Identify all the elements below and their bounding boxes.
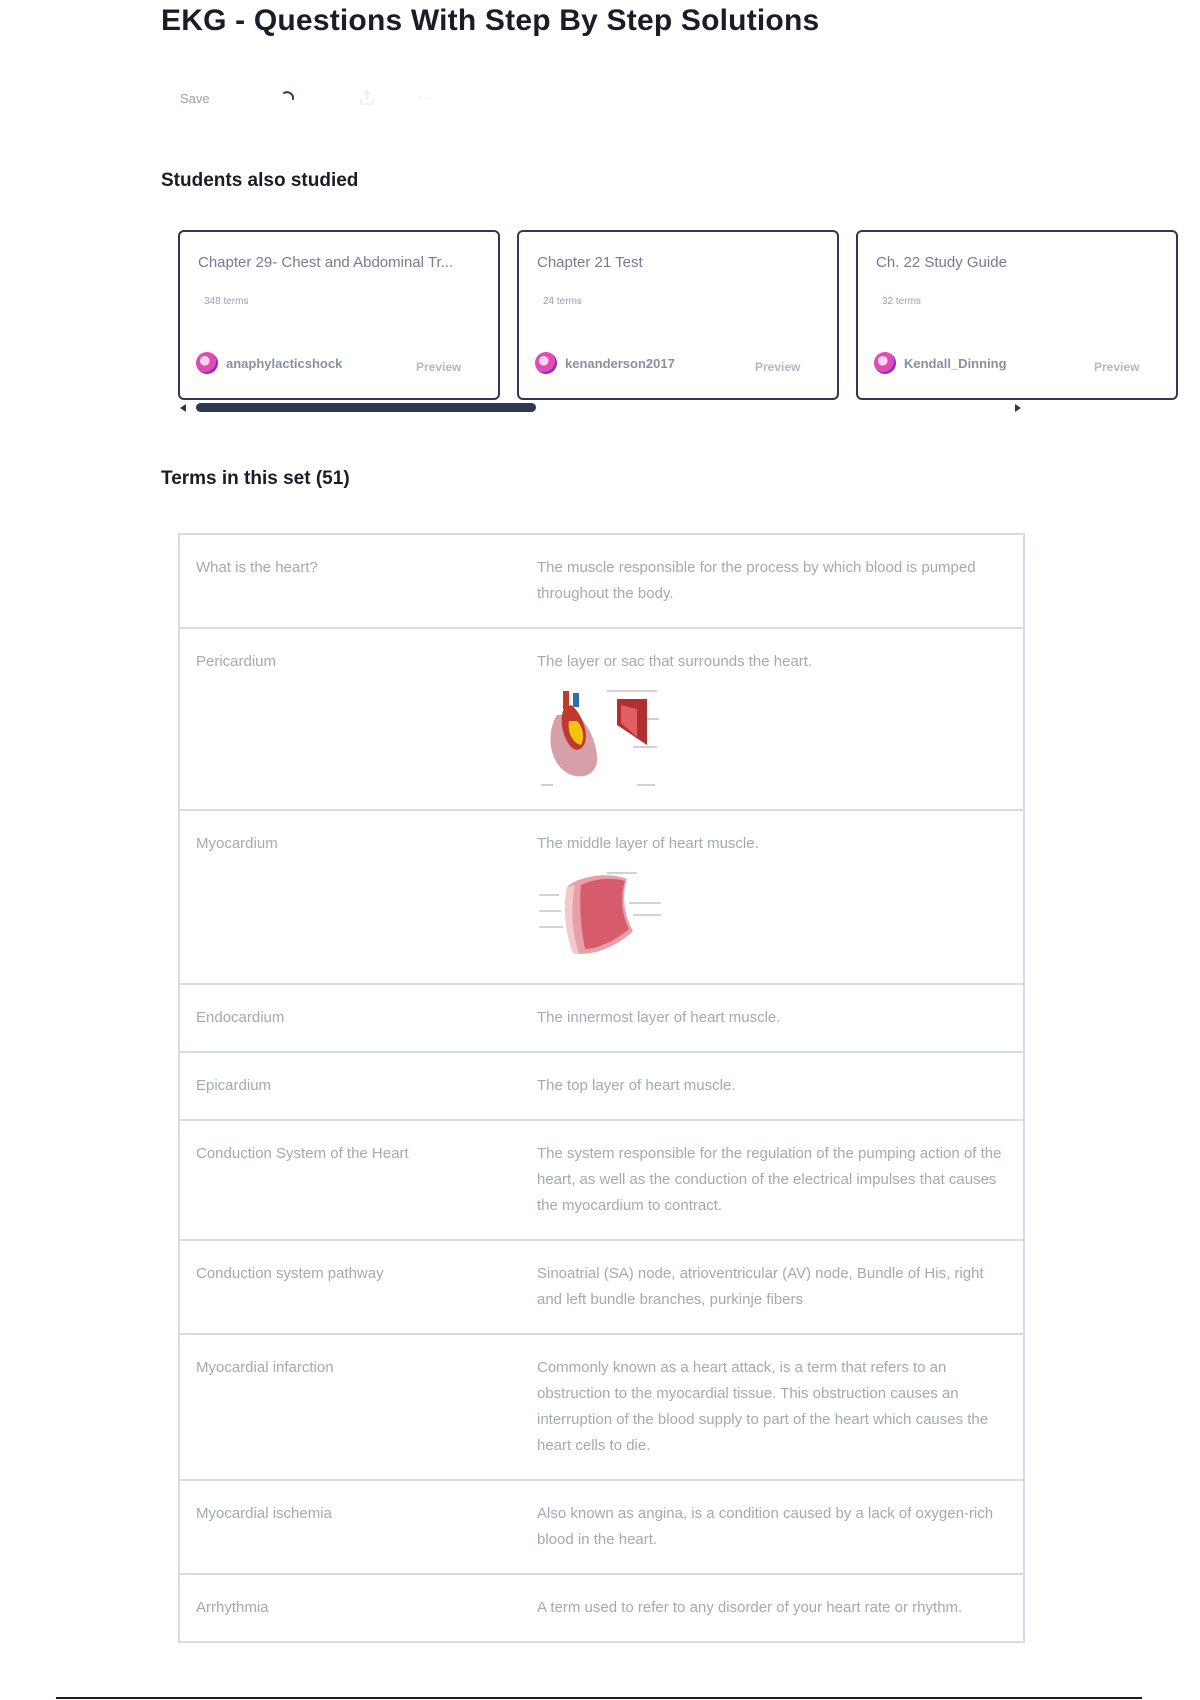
scroll-left-arrow-icon[interactable]: [180, 404, 186, 412]
term-definition: [537, 1335, 1023, 1479]
card-title: Chapter 29- Chest and Abdominal Tr...: [198, 254, 454, 271]
term-definition: [537, 1575, 1023, 1641]
table-row: [180, 985, 1023, 1053]
term-definition: [537, 1053, 1023, 1119]
term-definition: [537, 1121, 1023, 1239]
term-word: Myocardium: [196, 835, 278, 852]
table-row: [180, 1481, 1023, 1575]
page-divider: [56, 1697, 1142, 1699]
scrollbar-thumb[interactable]: [196, 403, 536, 412]
term-definition: [537, 811, 1023, 983]
card-username: kenanderson2017: [565, 355, 675, 371]
card-term-count: 32 terms: [882, 296, 921, 307]
study-set-carousel: [178, 230, 1140, 402]
scroll-right-arrow-icon[interactable]: [1015, 404, 1021, 412]
term-word: Pericardium: [196, 653, 277, 670]
avatar: [535, 352, 557, 374]
save-label: Save: [180, 90, 210, 106]
term-definition: [537, 535, 1023, 627]
loading-spinner-icon: [280, 89, 298, 107]
avatar: [874, 352, 896, 374]
definition-text: The middle layer of heart muscle.: [537, 835, 759, 852]
card-term-count: 348 terms: [204, 296, 249, 307]
share-icon: [358, 89, 376, 107]
term-word: Conduction System of the Heart: [196, 1145, 409, 1162]
term-word: Conduction system pathway: [196, 1265, 384, 1282]
card-term-count: 24 terms: [543, 296, 582, 307]
toolbar: [180, 84, 474, 112]
avatar: [196, 352, 218, 374]
preview-button[interactable]: Preview: [755, 360, 801, 374]
page-title: EKG - Questions With Step By Step Solutions: [161, 4, 820, 37]
term-definition: [537, 1241, 1023, 1333]
definition-text: The muscle responsible for the process by which blood is pumped throughout the body.: [537, 559, 976, 602]
term-word: Myocardial infarction: [196, 1359, 334, 1376]
term-definition: [537, 1481, 1023, 1573]
table-row: [180, 1335, 1023, 1481]
card-author: [535, 352, 675, 374]
definition-text: Commonly known as a heart attack, is a term that refers to an obstruction to the myocardial tissue. This obstruction causes an interruption of the blood supply to part of the heart which causes the heart cells to die.: [537, 1359, 989, 1454]
carousel-scrollbar[interactable]: [178, 402, 1025, 414]
term-definition: [537, 985, 1023, 1051]
term-word: Arrhythmia: [196, 1599, 269, 1616]
definition-text: The layer or sac that surrounds the heart.: [537, 653, 813, 670]
table-row: [180, 1053, 1023, 1121]
table-row: [180, 535, 1023, 629]
definition-text: The innermost layer of heart muscle.: [537, 1009, 781, 1026]
more-icon: [416, 89, 434, 107]
term-definition: [537, 629, 1023, 809]
table-row: [180, 811, 1023, 985]
definition-text: The system responsible for the regulation of the pumping action of the heart, as well as the conduction of the electrical impulses that causes the myocardium to contract.: [537, 1145, 1002, 1214]
preview-button[interactable]: Preview: [1094, 360, 1140, 374]
terms-table: [178, 533, 1025, 1643]
definition-text: Sinoatrial (SA) node, atrioventricular (AV) node, Bundle of His, right and left bundle branches, purkinje fibers: [537, 1265, 984, 1308]
pericardium-diagram-image: [537, 685, 663, 789]
definition-text: A term used to refer to any disorder of your heart rate or rhythm.: [537, 1599, 963, 1616]
card-title: Chapter 21 Test: [537, 254, 643, 271]
study-set-card[interactable]: [856, 230, 1178, 400]
table-row: [180, 629, 1023, 811]
term-word: Myocardial ischemia: [196, 1505, 332, 1522]
definition-text: Also known as angina, is a condition caused by a lack of oxygen-rich blood in the heart.: [537, 1505, 994, 1548]
card-author: [874, 352, 1007, 374]
table-row: [180, 1575, 1023, 1641]
card-username: anaphylacticshock: [226, 355, 343, 371]
preview-button[interactable]: Preview: [416, 360, 462, 374]
table-row: [180, 1241, 1023, 1335]
study-set-card[interactable]: [517, 230, 839, 400]
more-options-button[interactable]: [416, 89, 434, 107]
card-username: Kendall_Dinning: [904, 355, 1007, 371]
card-title: Ch. 22 Study Guide: [876, 254, 1007, 271]
term-word: Epicardium: [196, 1077, 272, 1094]
term-word: What is the heart?: [196, 559, 318, 576]
save-button[interactable]: [180, 91, 210, 106]
table-row: [180, 1121, 1023, 1241]
card-author: [196, 352, 342, 374]
term-word: Endocardium: [196, 1009, 285, 1026]
share-button[interactable]: [358, 89, 376, 107]
study-set-card[interactable]: [178, 230, 500, 400]
definition-text: The top layer of heart muscle.: [537, 1077, 736, 1094]
myocardium-diagram-image: [537, 867, 663, 963]
students-also-studied-heading: Students also studied: [161, 170, 359, 191]
terms-heading: Terms in this set (51): [161, 468, 350, 489]
